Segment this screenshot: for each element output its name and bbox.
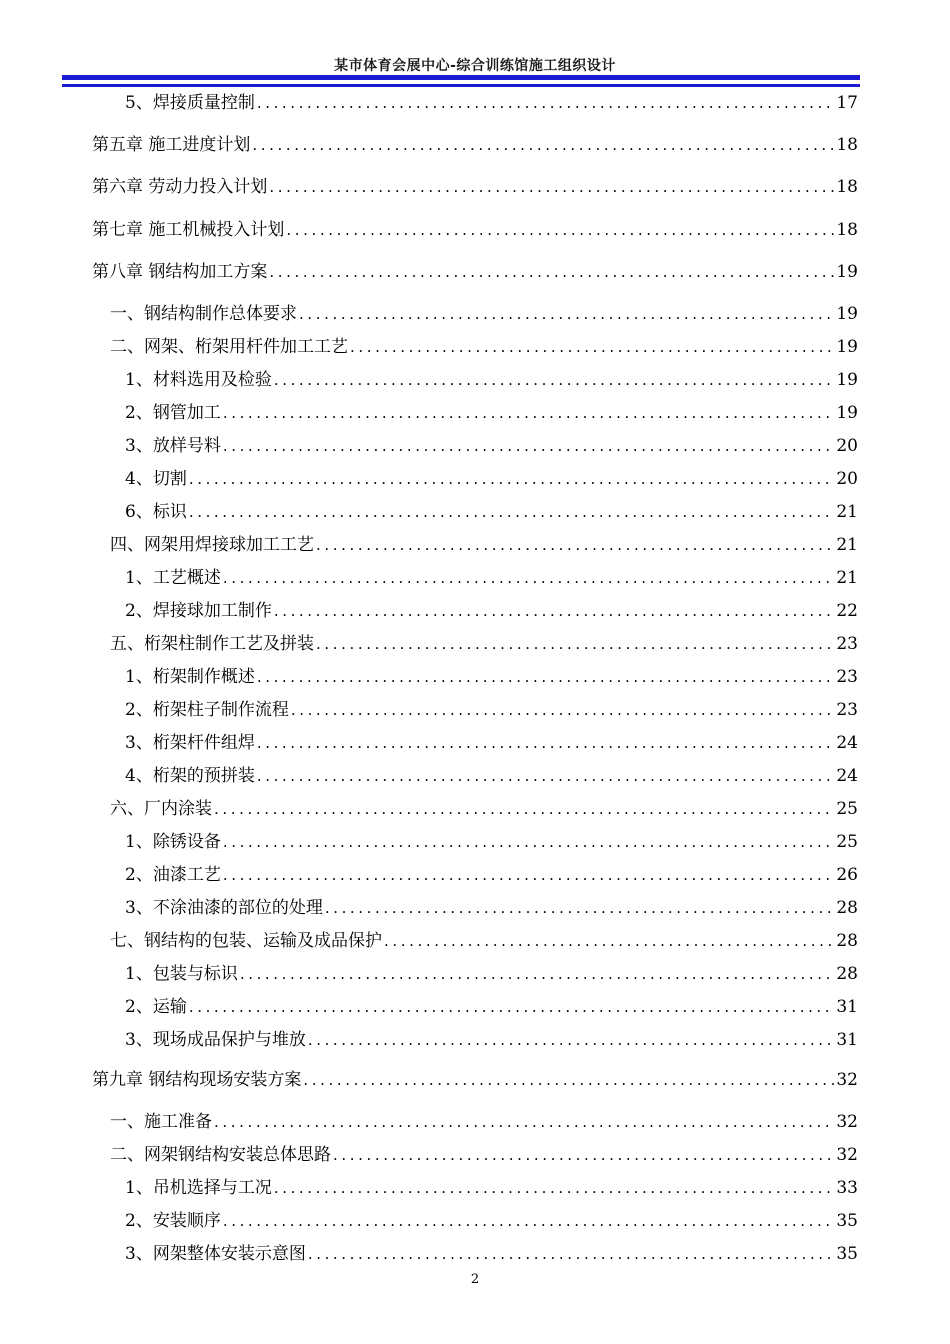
- toc-entry-title: 第九章 钢结构现场安装方案: [92, 1070, 302, 1090]
- toc-entry-title: 五、桁架柱制作工艺及拼装: [110, 634, 314, 654]
- toc-entry-title: 2、安装顺序: [125, 1211, 221, 1231]
- toc-entry-title: 四、网架用焊接球加工工艺: [110, 535, 314, 555]
- toc-dot-leader: [223, 830, 835, 854]
- toc-dot-leader: [274, 1176, 835, 1200]
- toc-entry-page: 19: [836, 403, 858, 423]
- toc-entry-page: 18: [836, 220, 858, 240]
- toc-entry[interactable]: [110, 335, 858, 359]
- toc-dot-leader: [316, 533, 834, 557]
- toc-entry-title: 3、桁架杆件组焊: [125, 733, 255, 753]
- toc-entry-page: 31: [836, 1030, 858, 1050]
- toc-dot-leader: [257, 91, 835, 115]
- toc-entry[interactable]: [125, 467, 858, 491]
- toc-entry[interactable]: [125, 368, 858, 392]
- toc-dot-leader: [269, 175, 834, 199]
- toc-entry-title: 2、焊接球加工制作: [125, 601, 272, 621]
- toc-entry[interactable]: [110, 797, 858, 821]
- toc-dot-leader: [303, 1068, 834, 1092]
- toc-entry-title: 第六章 劳动力投入计划: [92, 177, 268, 197]
- toc-dot-leader: [189, 500, 835, 524]
- toc-entry-page: 28: [836, 931, 858, 951]
- toc-entry-page: 25: [836, 832, 858, 852]
- toc-entry[interactable]: [125, 1176, 858, 1200]
- toc-entry-title: 4、桁架的预拼装: [125, 766, 255, 786]
- toc-entry[interactable]: [125, 1242, 858, 1266]
- toc-entry[interactable]: [125, 698, 858, 722]
- toc-entry-title: 一、钢结构制作总体要求: [110, 304, 297, 324]
- toc-entry[interactable]: [125, 434, 858, 458]
- toc-entry-page: 33: [836, 1178, 858, 1198]
- toc-entry-page: 23: [836, 634, 858, 654]
- toc-entry-page: 35: [836, 1244, 858, 1264]
- toc-dot-leader: [240, 962, 835, 986]
- toc-entry-title: 3、不涂油漆的部位的处理: [125, 898, 323, 918]
- toc-entry[interactable]: [125, 764, 858, 788]
- toc-entry[interactable]: [92, 175, 858, 199]
- toc-entry[interactable]: [125, 91, 858, 115]
- toc-dot-leader: [325, 896, 835, 920]
- toc-entry-page: 17: [836, 93, 858, 113]
- running-header-title: 某市体育会展中心-综合训练馆施工组织设计: [334, 58, 616, 74]
- toc-entry[interactable]: [125, 599, 858, 623]
- toc-entry[interactable]: [110, 929, 858, 953]
- toc-dot-leader: [333, 1143, 834, 1167]
- toc-entry[interactable]: [92, 218, 858, 242]
- toc-entry[interactable]: [125, 830, 858, 854]
- toc-entry[interactable]: [125, 1028, 858, 1052]
- toc-entry-page: 21: [836, 535, 858, 555]
- toc-entry-title: 七、钢结构的包装、运输及成品保护: [110, 931, 382, 951]
- toc-entry-title: 二、网架、桁架用杆件加工工艺: [110, 337, 348, 357]
- toc-entry-title: 六、厂内涂装: [110, 799, 212, 819]
- toc-entry[interactable]: [110, 632, 858, 656]
- toc-entry-page: 28: [836, 964, 858, 984]
- toc-entry[interactable]: [110, 1110, 858, 1134]
- toc-entry-page: 19: [836, 262, 858, 282]
- toc-entry-title: 1、工艺概述: [125, 568, 221, 588]
- toc-dot-leader: [274, 599, 835, 623]
- toc-entry-title: 2、桁架柱子制作流程: [125, 700, 289, 720]
- toc-entry[interactable]: [125, 1209, 858, 1233]
- toc-dot-leader: [286, 218, 834, 242]
- header-rule-thin: [62, 84, 860, 87]
- toc-entry-title: 第五章 施工进度计划: [92, 135, 251, 155]
- toc-entry-title: 2、钢管加工: [125, 403, 221, 423]
- toc-entry-title: 2、运输: [125, 997, 187, 1017]
- toc-dot-leader: [257, 665, 835, 689]
- toc-dot-leader: [269, 260, 834, 284]
- toc-entry-title: 1、材料选用及检验: [125, 370, 272, 390]
- toc-entry-page: 26: [836, 865, 858, 885]
- toc-entry-page: 24: [836, 766, 858, 786]
- toc-dot-leader: [223, 1209, 835, 1233]
- toc-entry-page: 19: [836, 304, 858, 324]
- toc-dot-leader: [274, 368, 835, 392]
- toc-entry[interactable]: [125, 962, 858, 986]
- toc-entry-page: 24: [836, 733, 858, 753]
- toc-entry-page: 23: [836, 700, 858, 720]
- toc-entry-page: 20: [836, 469, 858, 489]
- toc-entry-page: 32: [836, 1112, 858, 1132]
- toc-entry-title: 4、切割: [125, 469, 187, 489]
- toc-entry-page: 22: [836, 601, 858, 621]
- toc-entry-title: 3、网架整体安装示意图: [125, 1244, 306, 1264]
- toc-entry-page: 20: [836, 436, 858, 456]
- toc-entry[interactable]: [92, 133, 858, 157]
- toc-entry[interactable]: [125, 863, 858, 887]
- toc-entry[interactable]: [110, 1143, 858, 1167]
- toc-dot-leader: [291, 698, 835, 722]
- toc-entry-title: 第七章 施工机械投入计划: [92, 220, 285, 240]
- toc-dot-leader: [214, 1110, 834, 1134]
- toc-dot-leader: [257, 764, 835, 788]
- toc-entry-title: 第八章 钢结构加工方案: [92, 262, 268, 282]
- toc-entry-page: 23: [836, 667, 858, 687]
- toc-entry[interactable]: [125, 995, 858, 1019]
- toc-dot-leader: [257, 731, 835, 755]
- toc-dot-leader: [252, 133, 834, 157]
- toc-entry[interactable]: [110, 302, 858, 326]
- toc-dot-leader: [223, 863, 835, 887]
- toc-entry-title: 一、施工准备: [110, 1112, 212, 1132]
- toc-entry[interactable]: [125, 401, 858, 425]
- page-number: 2: [470, 1272, 480, 1287]
- toc-dot-leader: [223, 434, 835, 458]
- toc-entry[interactable]: [125, 731, 858, 755]
- toc-entry-page: 18: [836, 177, 858, 197]
- toc-entry-title: 二、网架钢结构安装总体思路: [110, 1145, 331, 1165]
- toc-entry-page: 28: [836, 898, 858, 918]
- toc-entry-page: 31: [836, 997, 858, 1017]
- toc-entry[interactable]: [125, 500, 858, 524]
- toc-entry[interactable]: [125, 896, 858, 920]
- toc-entry[interactable]: [125, 665, 858, 689]
- toc-entry[interactable]: [92, 1068, 858, 1092]
- toc-entry-page: 19: [836, 370, 858, 390]
- toc-entry-page: 21: [836, 502, 858, 522]
- toc-entry-title: 1、桁架制作概述: [125, 667, 255, 687]
- toc-entry-title: 1、除锈设备: [125, 832, 221, 852]
- toc-entry-page: 21: [836, 568, 858, 588]
- toc-dot-leader: [214, 797, 834, 821]
- toc-entry[interactable]: [110, 533, 858, 557]
- toc-entry[interactable]: [125, 566, 858, 590]
- toc-entry[interactable]: [92, 260, 858, 284]
- toc-entry-title: 6、标识: [125, 502, 187, 522]
- toc-entry-page: 32: [836, 1145, 858, 1165]
- toc-entry-title: 5、焊接质量控制: [125, 93, 255, 113]
- toc-entry-title: 3、现场成品保护与堆放: [125, 1030, 306, 1050]
- toc-entry-page: 35: [836, 1211, 858, 1231]
- toc-dot-leader: [223, 401, 835, 425]
- toc-entry-title: 2、油漆工艺: [125, 865, 221, 885]
- toc-dot-leader: [308, 1242, 835, 1266]
- toc-entry-page: 32: [836, 1070, 858, 1090]
- toc-entry-page: 19: [836, 337, 858, 357]
- toc-dot-leader: [384, 929, 834, 953]
- toc-dot-leader: [223, 566, 835, 590]
- toc-entry-page: 25: [836, 799, 858, 819]
- toc-dot-leader: [350, 335, 834, 359]
- toc-dot-leader: [316, 632, 834, 656]
- toc-dot-leader: [189, 995, 835, 1019]
- toc-dot-leader: [299, 302, 834, 326]
- toc-dot-leader: [308, 1028, 835, 1052]
- toc-entry-title: 1、吊机选择与工况: [125, 1178, 272, 1198]
- toc-entry-page: 18: [836, 135, 858, 155]
- toc-dot-leader: [189, 467, 835, 491]
- header-rule-thick: [62, 75, 860, 80]
- toc-entry-title: 1、包装与标识: [125, 964, 238, 984]
- toc-entry-title: 3、放样号料: [125, 436, 221, 456]
